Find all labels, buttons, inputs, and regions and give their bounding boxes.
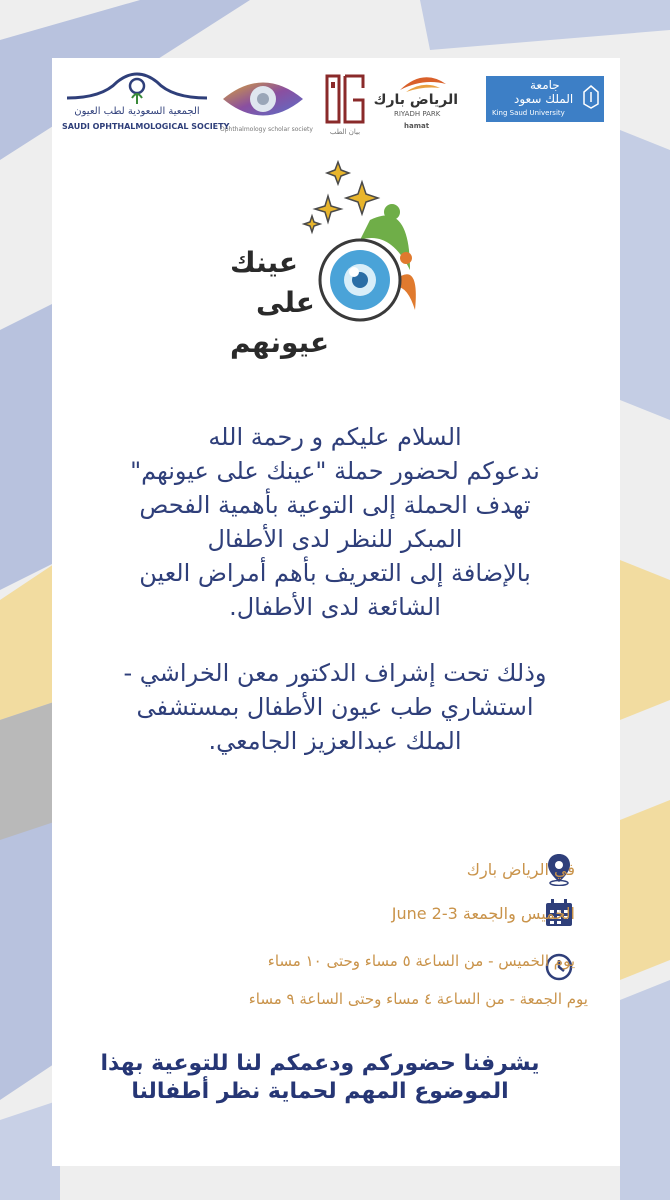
supervisor-line: استشاري طب عيون الأطفال بمستشفى bbox=[136, 693, 534, 721]
eye-wave-icon bbox=[62, 70, 212, 106]
closing-line: يشرفنا حضوركم ودعمكم لنا للتوعية بهذا bbox=[100, 1051, 540, 1076]
ig-caption: بيان الطب bbox=[329, 128, 361, 136]
invitation-message bbox=[80, 420, 590, 758]
ig-logo bbox=[320, 74, 370, 140]
ig-mark-icon bbox=[325, 74, 365, 124]
campaign-title-line3: عيونهم bbox=[230, 326, 330, 359]
ksu-arabic-line2: الملك سعود bbox=[514, 92, 574, 106]
closing-message bbox=[70, 1050, 570, 1106]
supervisor-line: الملك عبدالعزيز الجامعي. bbox=[208, 727, 462, 755]
campaign-logo bbox=[220, 160, 460, 380]
dates-text: الخميس والجمعة June 2-3 bbox=[391, 904, 575, 923]
ksu-logo bbox=[486, 76, 604, 122]
closing-line: الموضوع المهم لحماية نظر أطفالنا bbox=[131, 1079, 509, 1104]
riyadh-park-mark-icon bbox=[398, 74, 448, 94]
sos-arabic-name: الجمعية السعودية لطب العيون bbox=[74, 106, 200, 117]
hamat-brand: hamat bbox=[404, 122, 430, 130]
message-line: بالإضافة إلى التعريف بأهم أمراض العين bbox=[139, 559, 531, 587]
ksu-arabic-line1: جامعة bbox=[530, 78, 560, 92]
riyadh-park-english: RIYADH PARK bbox=[394, 110, 441, 118]
scholar-eye-icon bbox=[218, 74, 308, 124]
thursday-hours-text: يوم الخميس - من الساعة ٥ مساء وحتى ١٠ مساء bbox=[267, 952, 575, 970]
message-line: تهدف الحملة إلى التوعية بأهمية الفحص bbox=[139, 491, 531, 519]
message-line: ندعوكم لحضور حملة "عينك على عيونهم" bbox=[130, 457, 540, 485]
riyadh-park-arabic: الرياض بارك bbox=[373, 92, 458, 108]
ksu-emblem-icon bbox=[582, 84, 600, 110]
message-line: المبكر للنظر لدى الأطفال bbox=[207, 525, 463, 553]
message-line: الشائعة لدى الأطفال. bbox=[229, 593, 441, 621]
riyadh-park-logo bbox=[373, 74, 458, 140]
message-line: السلام عليكم و رحمة الله bbox=[208, 423, 462, 451]
supervisor-line: وذلك تحت إشراف الدكتور معن الخراشي - bbox=[123, 659, 547, 687]
sos-logo bbox=[62, 70, 230, 140]
logos-row bbox=[0, 70, 670, 140]
campaign-title-line2: على bbox=[256, 286, 315, 319]
scholar-society-name: Ophthalmology scholar society bbox=[220, 126, 313, 133]
sos-english-name: SAUDI OPHTHALMOLOGICAL SOCIETY bbox=[62, 122, 230, 131]
campaign-title-line1: عينك bbox=[230, 246, 299, 279]
location-text: في الرياض بارك bbox=[466, 860, 575, 879]
scholar-society-logo bbox=[218, 74, 313, 140]
ksu-english: King Saud University bbox=[492, 109, 565, 117]
friday-hours-text: يوم الجمعة - من الساعة ٤ مساء وحتى الساعة ٩ مساء bbox=[248, 990, 588, 1008]
